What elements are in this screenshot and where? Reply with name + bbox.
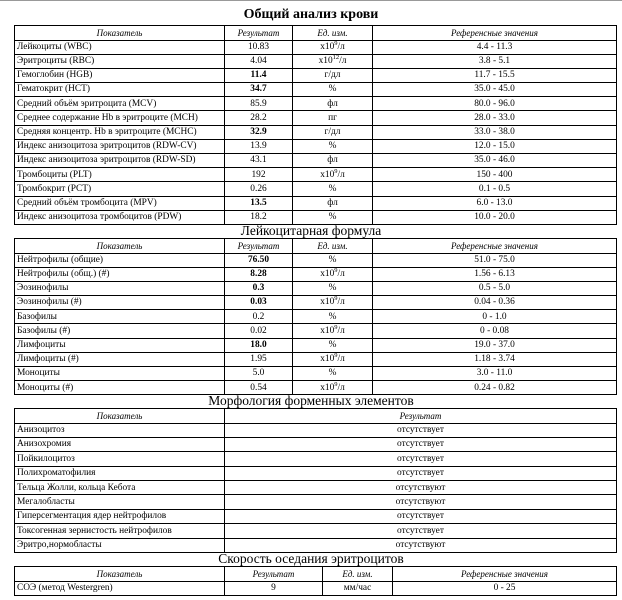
result-cell: 34.7: [225, 83, 293, 97]
result-cell: отсутствует: [225, 423, 617, 437]
unit-tail: /л: [337, 382, 345, 393]
unit-base: г/дл: [324, 126, 341, 137]
unit-base: фл: [327, 98, 338, 109]
unit-tail: /л: [337, 41, 345, 52]
result-cell: 13.5: [225, 196, 293, 210]
result-cell: отсутствует: [225, 437, 617, 451]
table-row: [15, 97, 617, 111]
parameter-cell: Пойкилоцитоз: [15, 452, 225, 466]
result-cell: 9: [225, 581, 323, 596]
cbc-table: [14, 25, 617, 225]
col-header-unit: Ед. изм.: [293, 26, 373, 41]
unit-base: %: [328, 311, 337, 322]
cbc-title: Общий анализ крови: [243, 7, 379, 22]
reference-cell: 6.0 - 13.0: [373, 196, 617, 210]
unit-base: %: [328, 283, 337, 294]
parameter-cell: Моноциты: [15, 367, 225, 381]
col-header-parameter: Показатель: [15, 26, 225, 41]
unit-base: x10: [320, 169, 335, 180]
result-cell: 0.3: [225, 281, 293, 295]
unit-cell: [293, 168, 373, 182]
unit-exponent: 9: [334, 380, 338, 388]
unit-tail: /л: [339, 56, 347, 67]
result-cell: 0.03: [225, 296, 293, 310]
reference-cell: 150 - 400: [373, 168, 617, 182]
leukocyte-formula-table: [14, 238, 617, 395]
reference-cell: 35.0 - 46.0: [373, 154, 617, 168]
col-header-result: Результат: [225, 409, 617, 424]
parameter-cell: Полихроматофилия: [15, 466, 225, 480]
esr-table: [14, 566, 617, 596]
parameter-cell: Среднее содержание Hb в эритроците (MCH): [15, 111, 225, 125]
table-row: [15, 68, 617, 82]
result-cell: отсутствуют: [225, 495, 617, 509]
morph-title: Морфология форменных элементов: [208, 393, 414, 408]
table-header-row: [15, 26, 617, 41]
result-cell: отсутствуют: [225, 481, 617, 495]
unit-cell: [293, 68, 373, 82]
unit-base: x10: [320, 325, 335, 336]
table-row: [15, 281, 617, 295]
unit-cell: [293, 267, 373, 281]
table-row: [15, 168, 617, 182]
table-row: [15, 481, 617, 495]
reference-cell: 12.0 - 15.0: [373, 139, 617, 153]
unit-base: %: [328, 183, 337, 194]
result-cell: 10.83: [225, 40, 293, 54]
result-cell: отсутствуют: [225, 538, 617, 552]
parameter-cell: Эритро,нормобласты: [15, 538, 225, 552]
result-cell: 85.9: [225, 97, 293, 111]
table-row: [15, 423, 617, 437]
parameter-cell: Анизоцитоз: [15, 423, 225, 437]
col-header-parameter: Показатель: [15, 409, 225, 424]
table-row: [15, 83, 617, 97]
reference-cell: 28.0 - 33.0: [373, 111, 617, 125]
unit-base: x10: [320, 41, 335, 52]
result-cell: 0.26: [225, 182, 293, 196]
result-cell: 13.9: [225, 139, 293, 153]
table-header-row: [15, 409, 617, 424]
result-cell: 0.54: [225, 381, 293, 395]
reference-cell: 3.8 - 5.1: [373, 54, 617, 68]
table-header-row: [15, 567, 617, 582]
reference-cell: 35.0 - 45.0: [373, 83, 617, 97]
result-cell: 18.0: [225, 338, 293, 352]
unit-tail: /л: [337, 269, 345, 280]
result-cell: 8.28: [225, 267, 293, 281]
table-row: [15, 196, 617, 210]
unit-exponent: 9: [334, 267, 338, 274]
unit-base: x10: [320, 269, 335, 280]
col-header-result: Результат: [225, 239, 293, 254]
unit-tail: /л: [337, 169, 345, 180]
col-header-reference: Референсные значения: [393, 567, 617, 582]
reference-cell: 80.0 - 96.0: [373, 97, 617, 111]
unit-base: %: [328, 212, 337, 223]
unit-cell: [293, 367, 373, 381]
table-row: [15, 267, 617, 281]
unit-cell: [293, 281, 373, 295]
result-cell: отсутствует: [225, 466, 617, 480]
reference-cell: 0 - 25: [393, 581, 617, 596]
reference-cell: 0 - 1.0: [373, 310, 617, 324]
unit-cell: [293, 111, 373, 125]
col-header-unit: Ед. изм.: [293, 239, 373, 254]
table-row: [15, 524, 617, 538]
parameter-cell: Средний объём тромбоцита (MPV): [15, 196, 225, 210]
unit-base: %: [328, 141, 337, 152]
parameter-cell: Нейтрофилы (общ.) (#): [15, 267, 225, 281]
parameter-cell: Мегалобласты: [15, 495, 225, 509]
unit-cell: [293, 139, 373, 153]
unit-cell: [293, 40, 373, 54]
col-header-result: Результат: [225, 26, 293, 41]
unit-base: %: [328, 254, 337, 265]
unit-cell: [293, 182, 373, 196]
table-row: [15, 310, 617, 324]
unit-cell: [293, 324, 373, 338]
parameter-cell: Средняя концентр. Hb в эритроците (MCHC): [15, 125, 225, 139]
parameter-cell: Лимфоциты (#): [15, 352, 225, 366]
unit-exponent: 9: [334, 323, 338, 331]
parameter-cell: Лимфоциты: [15, 338, 225, 352]
result-cell: 1.95: [225, 352, 293, 366]
parameter-cell: Гемоглобин (HGB): [15, 68, 225, 82]
parameter-cell: Индекс анизоцитоза тромбоцитов (PDW): [15, 210, 225, 224]
unit-tail: /л: [337, 354, 345, 365]
morphology-table: [14, 408, 617, 553]
reference-cell: 11.7 - 15.5: [373, 68, 617, 82]
table-row: [15, 324, 617, 338]
reference-cell: 0.5 - 5.0: [373, 281, 617, 295]
unit-base: %: [328, 339, 337, 350]
col-header-parameter: Показатель: [15, 567, 225, 582]
unit-exponent: 9: [334, 352, 338, 360]
table-row: [15, 509, 617, 523]
unit-cell: [293, 253, 373, 267]
result-cell: 192: [225, 168, 293, 182]
parameter-cell: Токсогенная зернистость нейтрофилов: [15, 524, 225, 538]
table-row: [15, 182, 617, 196]
parameter-cell: Тельца Жолли, кольца Кебота: [15, 481, 225, 495]
result-cell: 76.50: [225, 253, 293, 267]
result-cell: 0.2: [225, 310, 293, 324]
reference-cell: 1.56 - 6.13: [373, 267, 617, 281]
table-row: [15, 437, 617, 451]
parameter-cell: Гиперсегментация ядер нейтрофилов: [15, 509, 225, 523]
unit-cell: [293, 310, 373, 324]
parameter-cell: Гематокрит (HCT): [15, 83, 225, 97]
unit-exponent: 9: [334, 40, 338, 47]
unit-exponent: 12: [332, 54, 340, 61]
unit-cell: [293, 83, 373, 97]
reference-cell: 10.0 - 20.0: [373, 210, 617, 224]
table-row: [15, 352, 617, 366]
parameter-cell: Нейтрофилы (общие): [15, 253, 225, 267]
unit-cell: [293, 352, 373, 366]
result-cell: 4.04: [225, 54, 293, 68]
unit-base: x10: [318, 56, 333, 67]
reference-cell: 33.0 - 38.0: [373, 125, 617, 139]
table-row: [15, 139, 617, 153]
col-header-parameter: Показатель: [15, 239, 225, 254]
table-row: [15, 466, 617, 480]
parameter-cell: Эритроциты (RBC): [15, 54, 225, 68]
result-cell: 18.2: [225, 210, 293, 224]
result-cell: отсутствует: [225, 524, 617, 538]
reference-cell: 1.18 - 3.74: [373, 352, 617, 366]
table-row: [15, 581, 617, 596]
parameter-cell: Средний объём эритроцита (MCV): [15, 97, 225, 111]
parameter-cell: Базофилы: [15, 310, 225, 324]
page-top-border: [0, 0, 622, 1]
table-row: [15, 125, 617, 139]
unit-base: фл: [327, 197, 338, 208]
reference-cell: 0 - 0.08: [373, 324, 617, 338]
unit-base: %: [328, 84, 337, 95]
parameter-cell: Тромбокрит (PCT): [15, 182, 225, 196]
unit-base: г/дл: [324, 70, 341, 81]
unit-tail: /л: [337, 325, 345, 336]
parameter-cell: Тромбоциты (PLT): [15, 168, 225, 182]
parameter-cell: Индекс анизоцитоза эритроцитов (RDW-SD): [15, 154, 225, 168]
unit-exponent: 9: [334, 295, 338, 303]
reference-cell: 0.04 - 0.36: [373, 296, 617, 310]
unit-base: %: [328, 368, 337, 379]
col-header-result: Результат: [225, 567, 323, 582]
reference-cell: 19.0 - 37.0: [373, 338, 617, 352]
unit-cell: [293, 154, 373, 168]
unit-base: мм/час: [343, 583, 372, 593]
reference-cell: 0.24 - 0.82: [373, 381, 617, 395]
parameter-cell: СОЭ (метод Westergren): [15, 581, 225, 596]
table-row: [15, 40, 617, 54]
unit-base: x10: [320, 354, 335, 365]
parameter-cell: Индекс анизоцитоза эритроцитов (RDW-CV): [15, 139, 225, 153]
table-row: [15, 253, 617, 267]
table-row: [15, 154, 617, 168]
table-row: [15, 296, 617, 310]
reference-cell: 4.4 - 11.3: [373, 40, 617, 54]
result-cell: 28.2: [225, 111, 293, 125]
table-row: [15, 54, 617, 68]
result-cell: 43.1: [225, 154, 293, 168]
table-row: [15, 111, 617, 125]
table-row: [15, 338, 617, 352]
reference-cell: 3.0 - 11.0: [373, 367, 617, 381]
esr-title: Скорость оседания эритроцитов: [218, 551, 404, 566]
col-header-reference: Референсные значения: [373, 239, 617, 254]
reference-cell: 0.1 - 0.5: [373, 182, 617, 196]
unit-cell: [293, 338, 373, 352]
table-row: [15, 367, 617, 381]
result-cell: отсутствует: [225, 509, 617, 523]
unit-cell: [293, 54, 373, 68]
parameter-cell: Эозинофилы (#): [15, 296, 225, 310]
table-header-row: [15, 239, 617, 254]
unit-exponent: 9: [334, 167, 338, 175]
result-cell: 0.02: [225, 324, 293, 338]
unit-base: фл: [327, 155, 338, 166]
unit-base: пг: [328, 112, 337, 123]
result-cell: отсутствует: [225, 452, 617, 466]
result-cell: 11.4: [225, 68, 293, 82]
unit-cell: [293, 97, 373, 111]
unit-base: x10: [320, 297, 335, 308]
parameter-cell: Эозинофилы: [15, 281, 225, 295]
parameter-cell: Лейкоциты (WBC): [15, 40, 225, 54]
parameter-cell: Анизохромия: [15, 437, 225, 451]
leuko-title: Лейкоцитарная формула: [240, 223, 382, 238]
table-row: [15, 452, 617, 466]
table-row: [15, 495, 617, 509]
unit-cell: [293, 196, 373, 210]
col-header-unit: Ед. изм.: [323, 567, 393, 582]
unit-cell: [293, 296, 373, 310]
parameter-cell: Моноциты (#): [15, 381, 225, 395]
result-cell: 5.0: [225, 367, 293, 381]
parameter-cell: Базофилы (#): [15, 324, 225, 338]
unit-tail: /л: [337, 297, 345, 308]
unit-base: x10: [320, 382, 335, 393]
unit-cell: [293, 125, 373, 139]
col-header-reference: Референсные значения: [373, 26, 617, 41]
result-cell: 32.9: [225, 125, 293, 139]
reference-cell: 51.0 - 75.0: [373, 253, 617, 267]
unit-cell: [323, 581, 393, 596]
